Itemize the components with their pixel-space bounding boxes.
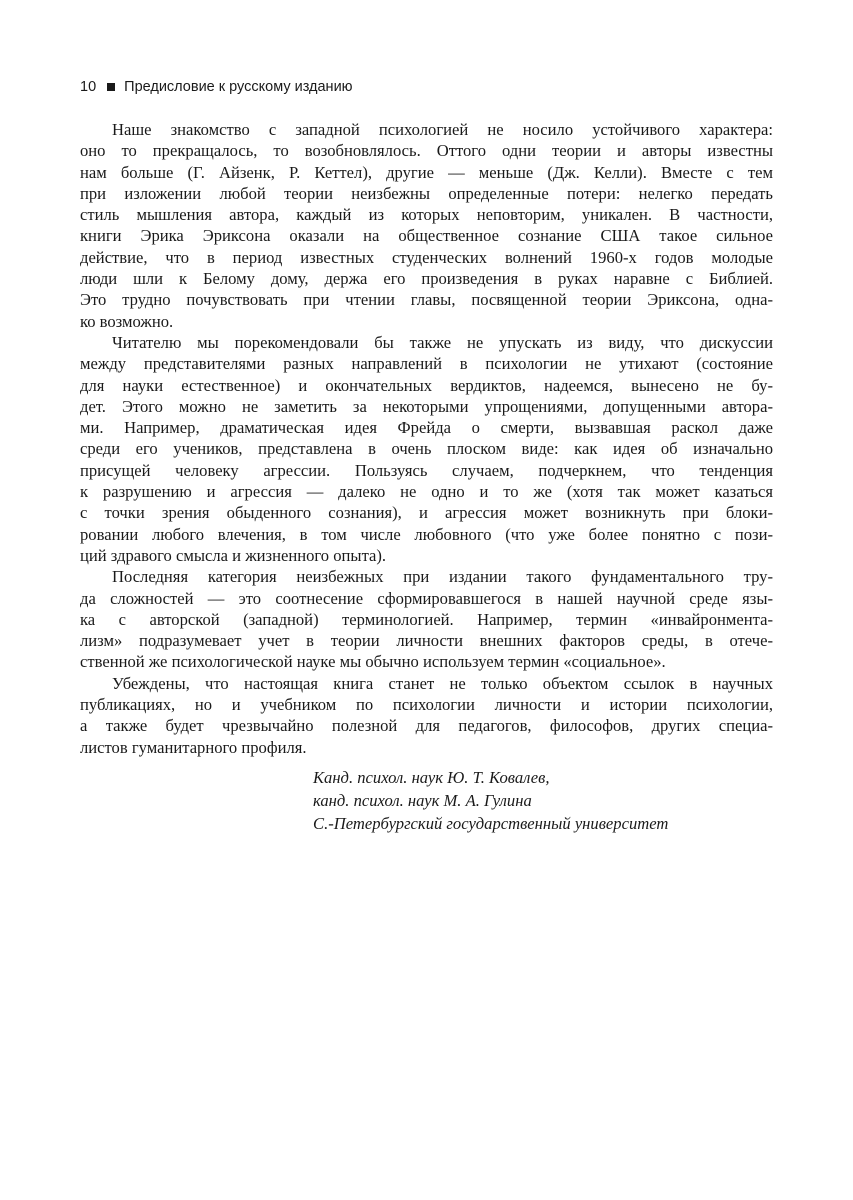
text-line: для науки естественное) и окончательных вердиктов, надеемся, вынесено не бу-: [80, 375, 773, 395]
text-line: Наше знакомство с западной психологией не носило устойчивого характера:: [112, 120, 773, 139]
running-title: Предисловие к русскому изданию: [124, 79, 353, 95]
paragraph: [80, 119, 773, 332]
text-line: ко возможно.: [80, 311, 174, 331]
text-line: присущей человеку агрессии. Пользуясь случаем, подчеркнем, что тенденция: [80, 460, 773, 480]
text-line: Последняя категория неизбежных при издании такого фундаментального тру-: [112, 567, 773, 587]
running-header: [80, 79, 353, 95]
text-line: действие, что в период известных студенческих волнений 1960-х годов молодые: [80, 247, 773, 267]
text-line: люди шли к Белому дому, держа его произведения в руках наравне с Библией.: [80, 269, 773, 289]
body-text: [80, 119, 773, 758]
text-line: Убеждены, что настоящая книга станет не только объектом ссылок в научных: [112, 673, 773, 693]
text-line: ровании любого влечения, в том числе любовного (что уже более понятно с пози-: [80, 524, 773, 544]
text-line: ми. Например, драматическая идея Фрейда о смерти, вызвавшая раскол даже: [80, 418, 773, 438]
text-line: Читателю мы порекомендовали бы также не упускать из виду, что дискуссии: [112, 332, 773, 352]
text-line: да сложностей — это соотнесение сформировавшегося в нашей научной среде язы-: [80, 588, 773, 608]
square-bullet-icon: [107, 83, 115, 91]
signature-line: Канд. психол. наук Ю. Т. Ковалев,: [313, 768, 550, 787]
text-line: к разрушению и агрессия — далеко не одно и то же (хотя так может казаться: [80, 482, 773, 502]
text-line: книги Эрика Эриксона оказали на общественное сознание США такое сильное: [80, 226, 773, 246]
text-line: лизм» подразумевает учет в теории личности внешних факторов среды, в отече-: [80, 631, 773, 651]
text-line: ций здравого смысла и жизненного опыта).: [80, 545, 387, 565]
text-line: при изложении любой теории неизбежны определенные потери: нелегко передать: [80, 183, 773, 203]
page-number: 10: [80, 79, 97, 95]
text-line: публикациях, но и учебником по психологии личности и истории психологии,: [80, 695, 773, 715]
text-line: стиль мышления автора, каждый из которых неповторим, уникален. В частности,: [80, 205, 773, 225]
paragraph: [80, 332, 773, 566]
text-line: листов гуманитарного профиля.: [80, 737, 307, 757]
text-line: ка с авторской (западной) терминологией. Например, термин «инвайронмента-: [80, 609, 773, 629]
text-line: нам больше (Г. Айзенк, Р. Кеттел), другие — меньше (Дж. Келли). Вместе с тем: [80, 162, 773, 182]
text-line: дет. Этого можно не заметить за некоторыми упрощениями, допущенными автора-: [80, 396, 773, 416]
text-line: среди его учеников, представлена в очень плоском виде: как идея об изначально: [80, 439, 773, 459]
signature-line: С.-Петербургский государственный университет: [313, 814, 669, 833]
paragraph: [80, 566, 773, 672]
text-line: оно то прекращалось, то возобновлялось. Оттого одни теории и авторы известны: [80, 141, 773, 161]
text-line: между представителями разных направлений в психологии не утихают (состояние: [80, 354, 773, 374]
text-line: ственной же психологической науке мы обычно используем термин «социальное».: [80, 652, 666, 672]
signature-line: канд. психол. наук М. А. Гулина: [313, 791, 532, 810]
text-line: Это трудно почувствовать при чтении главы, посвященной теории Эриксона, одна-: [80, 290, 773, 310]
text-line: с точки зрения обыденного сознания), и агрессия может возникнуть при блоки-: [80, 503, 773, 523]
paragraph: [80, 673, 773, 758]
signature-block: [313, 766, 668, 835]
text-line: а также будет чрезвычайно полезной для педагогов, философов, других специа-: [80, 716, 773, 736]
